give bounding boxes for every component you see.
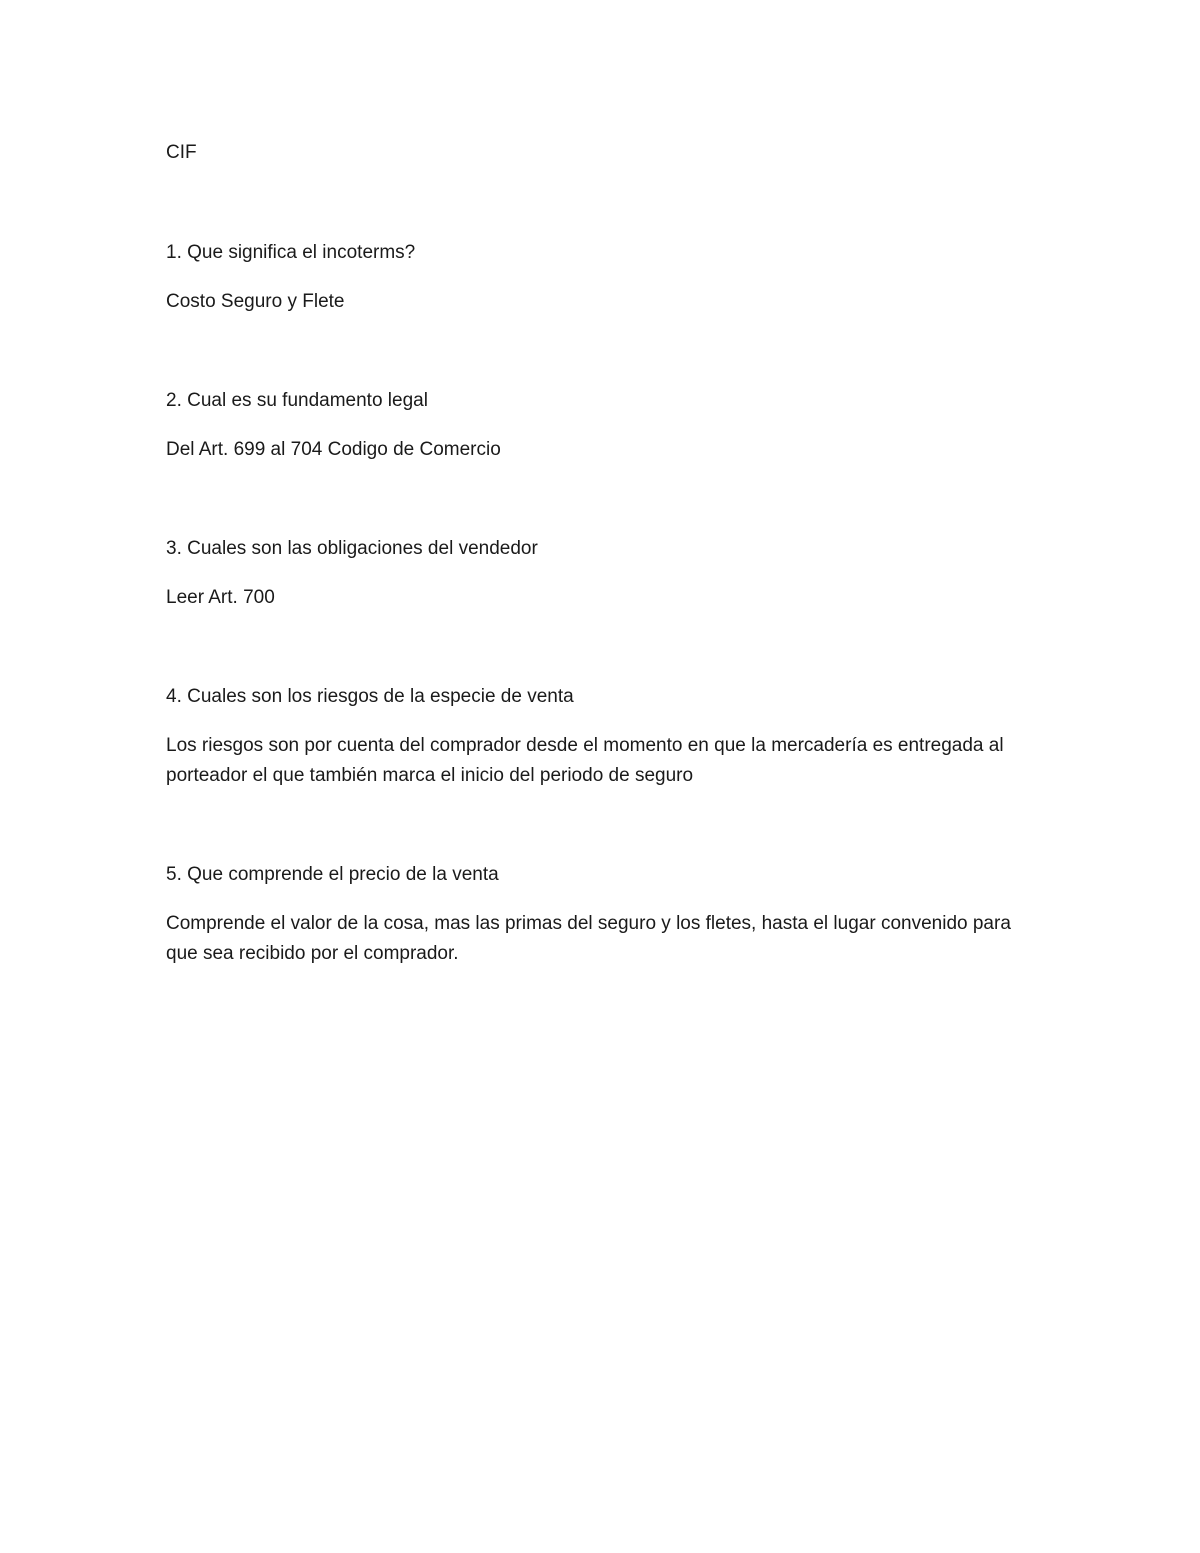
question-2: 2. Cual es su fundamento legal [166, 390, 428, 411]
document-body [166, 138, 1046, 1038]
answer-3: Leer Art. 700 [166, 587, 275, 608]
question-4: 4. Cuales son los riesgos de la especie de venta [166, 686, 574, 707]
document-title: CIF [166, 142, 197, 163]
question-1: 1. Que significa el incoterms? [166, 242, 416, 263]
answer-5: Comprende el valor de la cosa, mas las primas del seguro y los fletes, hasta el lugar convenido para que sea recibido por el comprador. [166, 913, 1011, 964]
answer-4: Los riesgos son por cuenta del comprador desde el momento en que la mercadería es entregada al porteador el que también marca el inicio del periodo de seguro [166, 735, 1004, 786]
question-5: 5. Que comprende el precio de la venta [166, 864, 499, 885]
answer-2: Del Art. 699 al 704 Codigo de Comercio [166, 439, 501, 460]
question-3: 3. Cuales son las obligaciones del vendedor [166, 538, 538, 559]
answer-1: Costo Seguro y Flete [166, 291, 345, 312]
